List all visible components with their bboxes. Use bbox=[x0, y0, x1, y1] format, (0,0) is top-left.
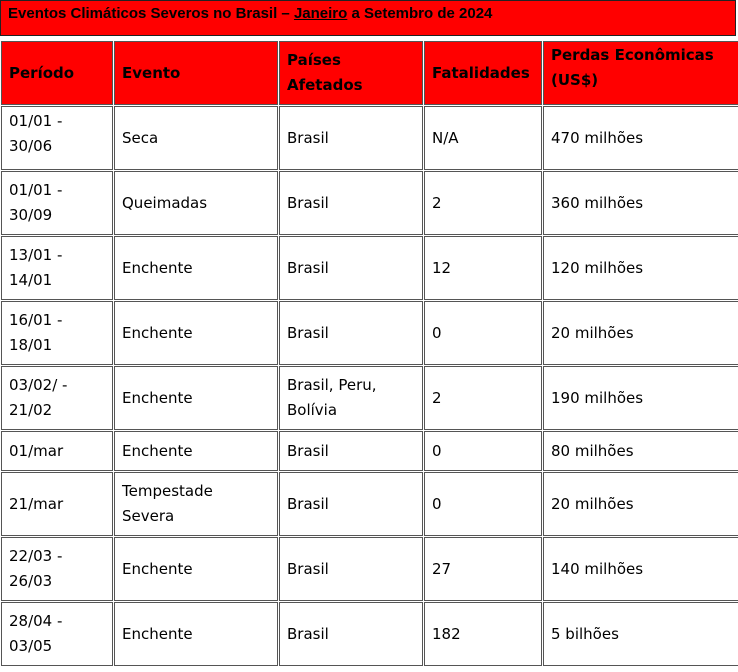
table-title bbox=[0, 0, 736, 36]
table-row bbox=[1, 431, 738, 471]
cell-paises: Brasil bbox=[279, 236, 423, 300]
cell-perdas: 190 milhões bbox=[543, 366, 738, 430]
cell-paises: Brasil bbox=[279, 472, 423, 536]
header-paises: Países Afetados bbox=[279, 41, 423, 105]
cell-evento: Tempestade Severa bbox=[114, 472, 278, 536]
table-row bbox=[1, 236, 738, 300]
cell-evento: Enchente bbox=[114, 602, 278, 666]
table-row bbox=[1, 537, 738, 601]
header-perdas: Perdas Econômicas (US$) bbox=[543, 41, 738, 105]
table-row bbox=[1, 171, 738, 235]
header-evento: Evento bbox=[114, 41, 278, 105]
table-row bbox=[1, 301, 738, 365]
cell-periodo: 28/04 - 03/05 bbox=[1, 602, 113, 666]
cell-perdas: 140 milhões bbox=[543, 537, 738, 601]
cell-perdas: 20 milhões bbox=[543, 301, 738, 365]
cell-evento: Enchente bbox=[114, 366, 278, 430]
table-row bbox=[1, 602, 738, 666]
cell-fatalidades: 0 bbox=[424, 431, 542, 471]
cell-perdas: 20 milhões bbox=[543, 472, 738, 536]
cell-paises: Brasil bbox=[279, 301, 423, 365]
cell-paises: Brasil, Peru, Bolívia bbox=[279, 366, 423, 430]
cell-evento: Enchente bbox=[114, 301, 278, 365]
cell-fatalidades: 0 bbox=[424, 301, 542, 365]
cell-fatalidades: 12 bbox=[424, 236, 542, 300]
header-fatalidades: Fatalidades bbox=[424, 41, 542, 105]
cell-perdas: 360 milhões bbox=[543, 171, 738, 235]
cell-fatalidades: 182 bbox=[424, 602, 542, 666]
cell-evento: Enchente bbox=[114, 431, 278, 471]
header-periodo: Período bbox=[1, 41, 113, 105]
cell-periodo: 13/01 - 14/01 bbox=[1, 236, 113, 300]
cell-fatalidades: N/A bbox=[424, 106, 542, 170]
cell-perdas: 120 milhões bbox=[543, 236, 738, 300]
cell-paises: Brasil bbox=[279, 431, 423, 471]
cell-evento: Enchente bbox=[114, 236, 278, 300]
cell-periodo: 01/01 - 30/09 bbox=[1, 171, 113, 235]
cell-fatalidades: 0 bbox=[424, 472, 542, 536]
cell-periodo: 22/03 - 26/03 bbox=[1, 537, 113, 601]
cell-periodo: 21/mar bbox=[1, 472, 113, 536]
cell-periodo: 03/02/ - 21/02 bbox=[1, 366, 113, 430]
table-row bbox=[1, 106, 738, 170]
title-part-after: a Setembro de 2024 bbox=[347, 5, 493, 22]
cell-paises: Brasil bbox=[279, 171, 423, 235]
cell-fatalidades: 2 bbox=[424, 171, 542, 235]
cell-fatalidades: 27 bbox=[424, 537, 542, 601]
header-row bbox=[1, 41, 738, 105]
cell-perdas: 80 milhões bbox=[543, 431, 738, 471]
cell-perdas: 470 milhões bbox=[543, 106, 738, 170]
cell-evento: Enchente bbox=[114, 537, 278, 601]
cell-paises: Brasil bbox=[279, 602, 423, 666]
title-part-underlined: Janeiro bbox=[293, 5, 348, 22]
cell-periodo: 16/01 - 18/01 bbox=[1, 301, 113, 365]
cell-fatalidades: 2 bbox=[424, 366, 542, 430]
events-table bbox=[0, 40, 738, 667]
cell-evento: Seca bbox=[114, 106, 278, 170]
cell-evento: Queimadas bbox=[114, 171, 278, 235]
cell-perdas: 5 bilhões bbox=[543, 602, 738, 666]
table-row bbox=[1, 472, 738, 536]
table-row bbox=[1, 366, 738, 430]
title-part-before: Eventos Climáticos Severos no Brasil – bbox=[8, 5, 294, 22]
cell-paises: Brasil bbox=[279, 106, 423, 170]
cell-paises: Brasil bbox=[279, 537, 423, 601]
cell-periodo: 01/mar bbox=[1, 431, 113, 471]
cell-periodo: 01/01 - 30/06 bbox=[1, 106, 113, 170]
